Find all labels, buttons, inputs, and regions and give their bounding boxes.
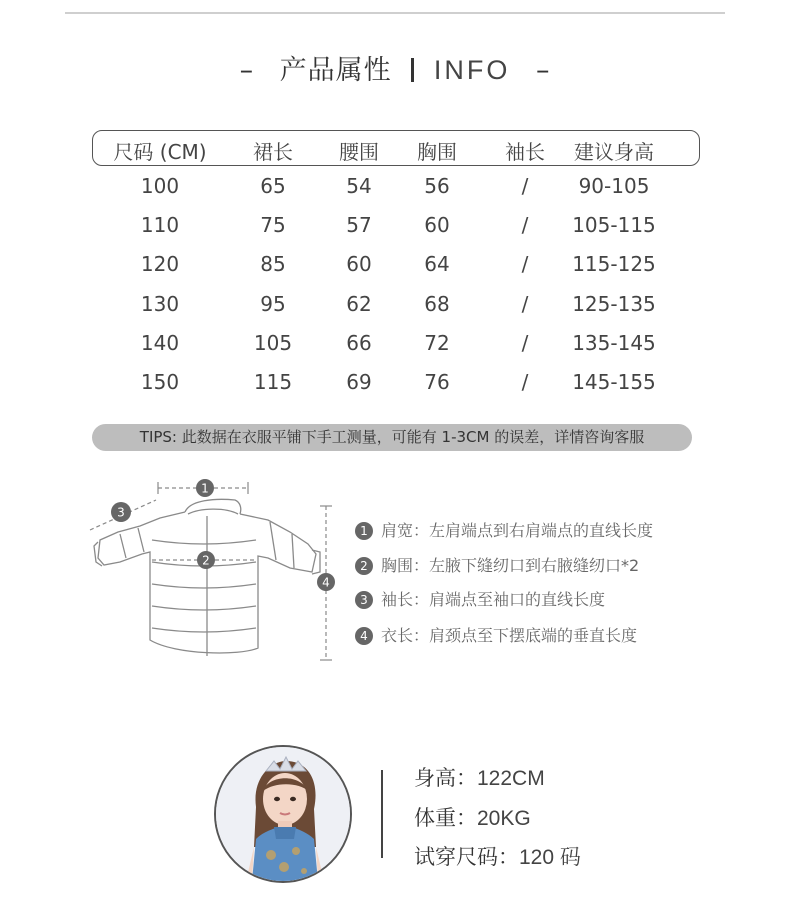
model-height-value: 122CM [477, 767, 545, 790]
table-cell: 145-155 [572, 370, 656, 394]
section-title [0, 48, 790, 87]
model-height [414, 762, 545, 792]
table-cell: 110 [140, 213, 180, 237]
table-header-cell: 尺码 (CM) [113, 140, 207, 164]
legend-item-2 [355, 553, 639, 576]
table-cell: 68 [424, 292, 450, 316]
title-dash-right: – [535, 55, 551, 86]
model-size-value: 120 码 [519, 846, 581, 869]
table-cell: / [521, 252, 529, 276]
model-weight-value: 20KG [477, 807, 531, 830]
title-en: INFO [433, 55, 511, 85]
table-header-cell: 腰围 [339, 140, 379, 164]
table-cell: 60 [424, 213, 450, 237]
table-header-cell: 建议身高 [574, 140, 654, 164]
model-size-label: 试穿尺码： [414, 845, 519, 869]
table-cell: 140 [140, 331, 180, 355]
title-cn: 产品属性 [279, 55, 392, 86]
legend-item-3 [355, 587, 605, 610]
legend-item-1 [355, 518, 653, 541]
table-cell: / [521, 174, 529, 198]
table-cell: 64 [424, 252, 450, 276]
table-cell: 69 [346, 370, 372, 394]
title-dash-left: – [239, 55, 255, 86]
legend-text: 胸围：左腋下缝纫口到右腋缝纫口*2 [381, 556, 640, 575]
table-cell: 150 [140, 370, 180, 394]
model-size [414, 841, 581, 871]
table-cell: 72 [424, 331, 450, 355]
marker-1 [196, 479, 214, 497]
table-cell: / [521, 292, 529, 316]
table-cell: 115 [253, 370, 293, 394]
table-cell: 90-105 [578, 174, 650, 198]
table-cell: 130 [140, 292, 180, 316]
svg-text:2: 2 [202, 553, 210, 568]
table-cell: 57 [346, 213, 372, 237]
table-cell: 95 [260, 292, 286, 316]
svg-text:1: 1 [201, 481, 209, 496]
table-header-cell: 胸围 [417, 140, 457, 164]
model-divider [381, 770, 383, 858]
marker-4 [317, 573, 335, 591]
svg-text:3: 3 [117, 505, 125, 520]
table-cell: 65 [260, 174, 286, 198]
model-weight [414, 802, 531, 832]
legend-number: 3 [355, 591, 373, 609]
measurement-diagram [80, 470, 350, 670]
legend-text: 肩宽：左肩端点到右肩端点的直线长度 [381, 521, 654, 540]
model-weight-label: 体重： [414, 806, 477, 830]
table-cell: 56 [424, 174, 450, 198]
table-header-cell: 裙长 [253, 140, 293, 164]
table-cell: 54 [346, 174, 372, 198]
title-separator [411, 58, 414, 82]
table-cell: / [521, 370, 529, 394]
legend-number: 4 [355, 627, 373, 645]
tips-banner: TIPS: 此数据在衣服平铺下手工测量，可能有 1-3CM 的误差，详情咨询客服 [92, 424, 692, 451]
model-photo [214, 745, 352, 883]
girl-portrait-icon [216, 747, 350, 881]
model-height-label: 身高： [414, 766, 477, 790]
table-cell: 75 [260, 213, 286, 237]
svg-text:4: 4 [322, 575, 330, 590]
table-cell: / [521, 331, 529, 355]
legend-number: 2 [355, 557, 373, 575]
table-cell: 60 [346, 252, 372, 276]
table-cell: 100 [140, 174, 180, 198]
table-cell: 120 [140, 252, 180, 276]
marker-2 [197, 551, 215, 569]
table-cell: 105 [253, 331, 293, 355]
table-cell: 66 [346, 331, 372, 355]
table-cell: 85 [260, 252, 286, 276]
top-divider [65, 12, 725, 14]
table-header-cell: 袖长 [505, 140, 545, 164]
table-cell: 62 [346, 292, 372, 316]
table-cell: 76 [424, 370, 450, 394]
legend-text: 衣长：肩颈点至下摆底端的垂直长度 [381, 626, 638, 645]
table-cell: / [521, 213, 529, 237]
legend-number: 1 [355, 522, 373, 540]
legend-item-4 [355, 623, 637, 646]
marker-3 [111, 502, 131, 522]
table-cell: 115-125 [572, 252, 656, 276]
table-cell: 105-115 [572, 213, 656, 237]
legend-text: 袖长：肩端点至袖口的直线长度 [381, 590, 606, 609]
table-cell: 135-145 [572, 331, 656, 355]
table-cell: 125-135 [572, 292, 656, 316]
